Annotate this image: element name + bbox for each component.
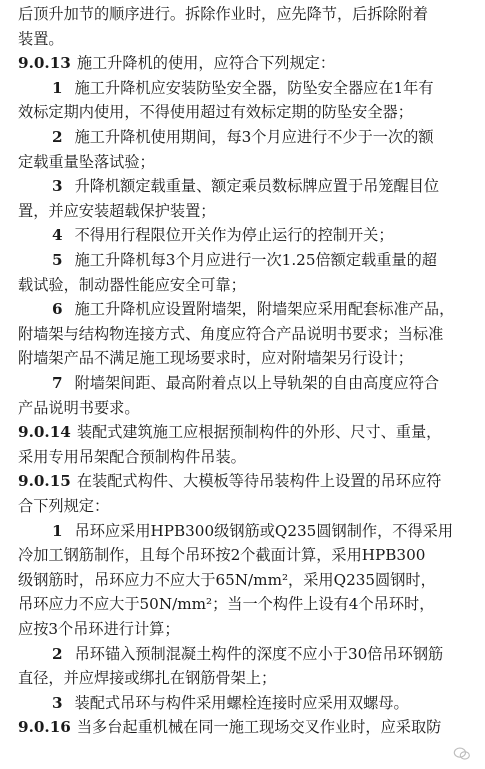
- item-text: 不得用行程限位开关作为停止运行的控制开关；: [74, 226, 394, 245]
- list-item: [52, 248, 470, 272]
- text-line: 应按3个吊环进行计算；: [18, 620, 180, 638]
- item-number: 2: [52, 128, 63, 146]
- clause-text: 装配式建筑施工应根据预制构件的外形、尺寸、重量，: [76, 423, 442, 442]
- text-line: 冷加工钢筋制作，且每个吊环按2个截面计算，采用HPB300: [18, 546, 426, 565]
- item-text: 附墙架间距、最高附着点以上导轨架的自由高度应符合: [74, 374, 440, 392]
- item-text: 吊环锚入预制混凝土构件的深度不应小于30倍吊环钢筋: [74, 644, 444, 663]
- item-number: 4: [52, 226, 63, 245]
- text-line: 采用专用吊架配合预制构件吊装。: [18, 447, 246, 466]
- watermark: [453, 747, 475, 761]
- list-item: [52, 125, 470, 149]
- item-text: 升降机额定载重量、额定乘员数标牌应置于吊笼醒目位: [74, 177, 440, 196]
- clause-number: 9.0.16: [18, 718, 71, 737]
- text-line: 附墙架与结构物连接方式、角度应符合产品说明书要求；当标准: [18, 324, 444, 343]
- list-item: [52, 297, 470, 321]
- text-line: 级钢筋时，吊环应力不应大于65N/mm²，采用Q235圆钢时，: [18, 570, 436, 589]
- text-line: 装置。: [18, 29, 64, 48]
- text-line: 附墙架产品不满足施工现场要求时，应对附墙架另行设计；: [18, 349, 413, 368]
- list-item: [52, 223, 470, 247]
- clause-text: 在装配式构件、大模板等待吊装构件上设置的吊环应符: [76, 472, 442, 491]
- wechat-icon: [453, 747, 471, 761]
- item-number: 1: [52, 521, 63, 540]
- item-number: 6: [52, 300, 63, 319]
- clause-line: [18, 51, 470, 75]
- text-line: 直径，并应焊接或绑扎在钢筋骨架上；: [18, 669, 277, 688]
- item-text: 施工升降机使用期间，每3个月应进行不少于一次的额: [74, 128, 434, 146]
- clause-number: 9.0.15: [18, 472, 71, 491]
- text-line: 合下列规定：: [18, 497, 110, 515]
- clause-text: 施工升降机的使用，应符合下列规定：: [76, 54, 336, 73]
- item-number: 5: [52, 251, 63, 269]
- list-item: [52, 371, 470, 395]
- clause-text: 当多台起重机械在同一施工现场交叉作业时，应采取防: [76, 718, 442, 737]
- clause-line: [18, 420, 470, 444]
- item-number: 2: [52, 644, 63, 663]
- item-text: 施工升降机每3个月应进行一次1.25倍额定载重量的超: [74, 251, 437, 269]
- clause-line: [18, 715, 470, 739]
- item-number: 1: [52, 78, 63, 97]
- clause-number: 9.0.14: [18, 423, 71, 442]
- text-line: 后顶升加节的顺序进行。拆除作业时，应先降节，后拆除附着: [18, 5, 429, 23]
- item-number: 3: [52, 693, 63, 712]
- item-text: 施工升降机应安装防坠安全器，防坠安全器应在1年有: [74, 78, 434, 97]
- text-line: 产品说明书要求。: [18, 398, 140, 417]
- list-item: [52, 76, 470, 100]
- clause-number: 9.0.13: [18, 54, 71, 73]
- list-item: [52, 519, 470, 543]
- text-line: 载试验，制动器性能应安全可靠；: [18, 275, 246, 294]
- text-line: 定载重量坠落试验；: [18, 152, 155, 171]
- item-number: 7: [52, 374, 63, 392]
- text-line: 置，并应安装超载保护装置；: [18, 201, 216, 220]
- list-item: [52, 642, 470, 666]
- item-text: 装配式吊环与构件采用螺栓连接时应采用双螺母。: [74, 693, 409, 712]
- clause-line: [18, 469, 470, 493]
- item-text: 施工升降机应设置附墙架，附墙架应采用配套标准产品，: [74, 300, 455, 319]
- text-line: 效标定期内使用，不得使用超过有效标定期的防坠安全器；: [18, 103, 413, 122]
- list-item: [52, 174, 470, 198]
- item-number: 3: [52, 177, 63, 196]
- list-item: [52, 691, 470, 715]
- item-text: 吊环应采用HPB300级钢筋或Q235圆钢制作，不得采用: [74, 521, 454, 540]
- text-line: 吊环应力不应大于50N/mm²；当一个构件上设有4个吊环时，: [18, 595, 435, 614]
